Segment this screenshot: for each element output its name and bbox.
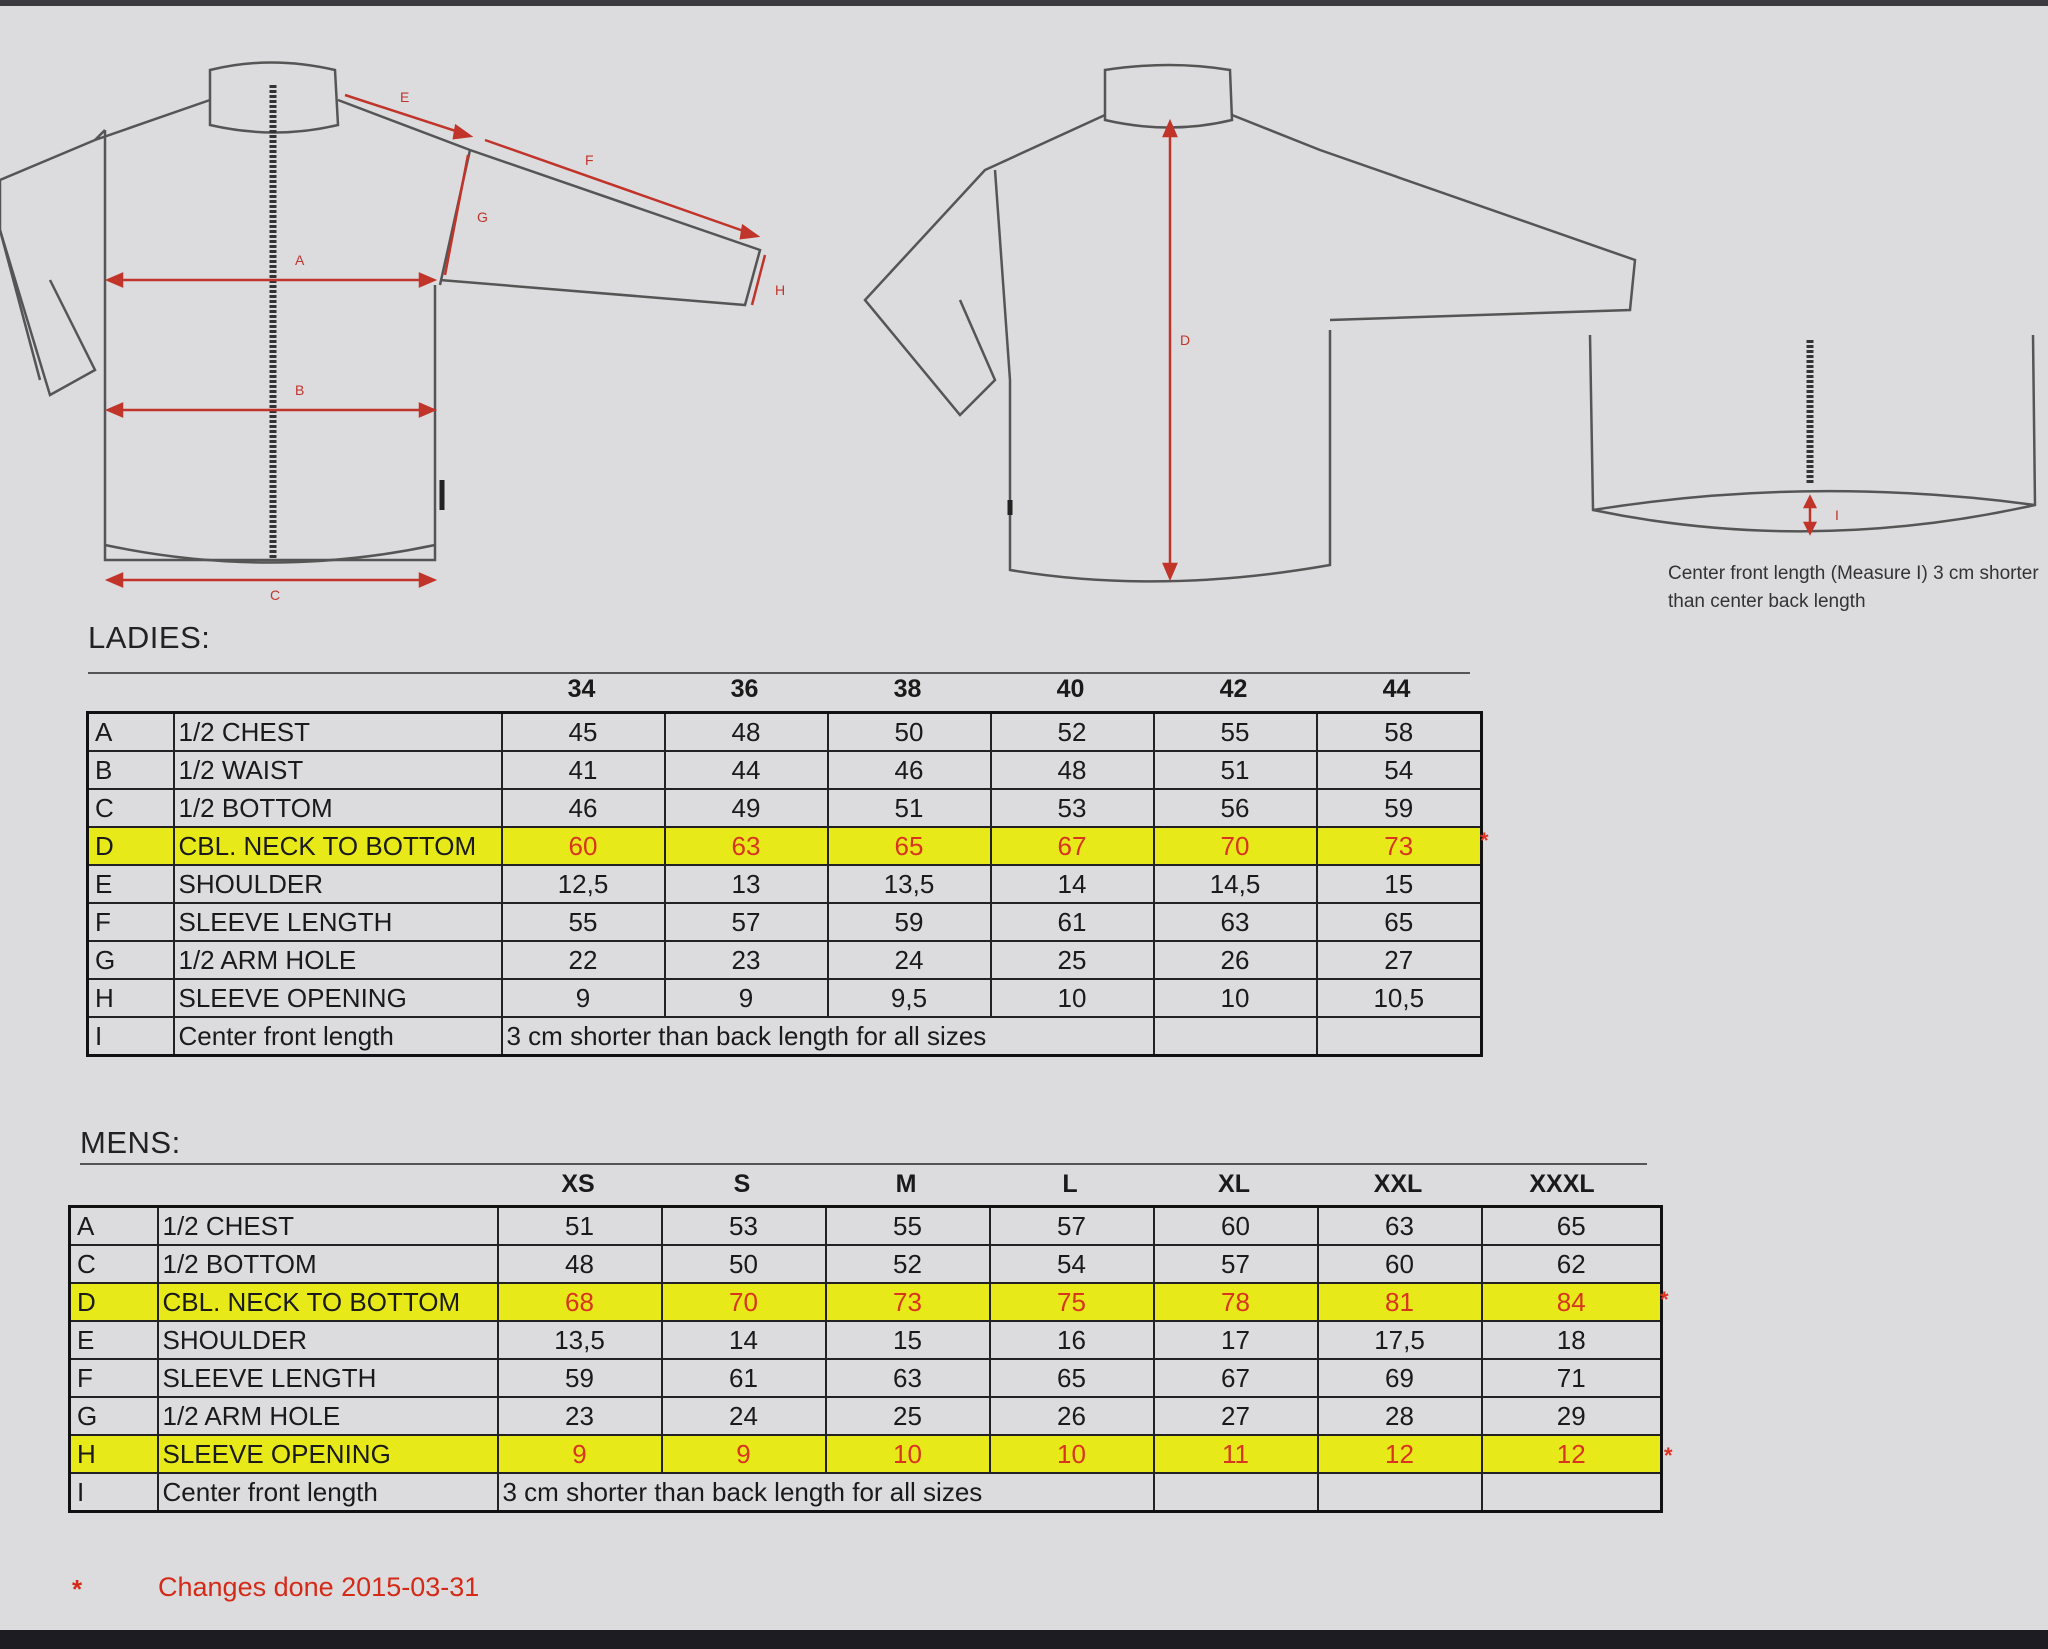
ladies-size-40: 40: [1056, 675, 1085, 703]
measure-label: CBL. NECK TO BOTTOM: [158, 1283, 498, 1321]
ladies-size-header: [500, 675, 1480, 709]
mens-size-s: S: [733, 1170, 751, 1198]
measure-value: 58: [1317, 713, 1482, 752]
letter-f: F: [585, 152, 594, 168]
table-row: [70, 1245, 1662, 1283]
letter-i: I: [1835, 507, 1839, 523]
measure-code: F: [70, 1359, 158, 1397]
measure-value: 17,5: [1318, 1321, 1482, 1359]
ladies-size-34: 34: [567, 675, 596, 703]
measure-value: 56: [1154, 789, 1317, 827]
ladies-title: LADIES:: [88, 620, 211, 655]
measure-label: 1/2 CHEST: [174, 713, 502, 752]
mens-rule: [80, 1163, 1647, 1165]
bottom-edge: [0, 1630, 2048, 1649]
mens-size-header: [496, 1170, 1656, 1204]
top-edge: [0, 0, 2048, 6]
measure-value: 10,5: [1317, 979, 1482, 1017]
table-row: [88, 865, 1482, 903]
measure-value: 63: [665, 827, 828, 865]
hem-detail-drawing: [1585, 335, 2045, 545]
measure-value: 10: [826, 1435, 990, 1473]
mens-change-marker-d: *: [1660, 1287, 1669, 1312]
ladies-size-36: 36: [730, 675, 759, 703]
measure-value: 84: [1482, 1283, 1662, 1321]
measure-value: 45: [502, 713, 665, 752]
ladies-change-marker: *: [1480, 828, 1489, 853]
measure-value: 57: [990, 1207, 1154, 1246]
measure-i-caption: Center front length (Measure I) 3 cm shorter than center back length: [1668, 563, 2039, 612]
measure-value: 48: [498, 1245, 662, 1283]
measure-value: 65: [990, 1359, 1154, 1397]
table-row: [70, 1473, 1662, 1512]
measure-value: 24: [662, 1397, 826, 1435]
table-row: [88, 789, 1482, 827]
mens-size-xl: XL: [1218, 1170, 1250, 1198]
measure-value: 23: [665, 941, 828, 979]
measure-value: 10: [1154, 979, 1317, 1017]
mens-size-m: M: [895, 1170, 917, 1198]
measure-value: 55: [826, 1207, 990, 1246]
measure-value: 61: [991, 903, 1154, 941]
measure-value: 51: [828, 789, 991, 827]
measure-value: 17: [1154, 1321, 1318, 1359]
letter-h: H: [775, 282, 786, 298]
table-row: [88, 941, 1482, 979]
letter-c: C: [270, 587, 281, 603]
measure-value: 60: [502, 827, 665, 865]
measure-code: E: [88, 865, 174, 903]
measure-value: 59: [498, 1359, 662, 1397]
measure-label: SLEEVE LENGTH: [174, 903, 502, 941]
measure-label: CBL. NECK TO BOTTOM: [174, 827, 502, 865]
measure-value: 25: [826, 1397, 990, 1435]
letter-d: D: [1180, 332, 1191, 348]
measure-code: A: [70, 1207, 158, 1246]
measure-value: 78: [1154, 1283, 1318, 1321]
footer-marker: *: [72, 1574, 83, 1604]
measure-code: C: [88, 789, 174, 827]
measure-value: 27: [1154, 1397, 1318, 1435]
measure-value: 48: [991, 751, 1154, 789]
measure-value: 54: [990, 1245, 1154, 1283]
mens-size-l: L: [1062, 1170, 1078, 1198]
measure-label: SHOULDER: [158, 1321, 498, 1359]
mens-size-xxl: XXL: [1373, 1170, 1423, 1198]
measure-value: 10: [990, 1435, 1154, 1473]
measure-label: SLEEVE OPENING: [158, 1435, 498, 1473]
measure-value: 13,5: [828, 865, 991, 903]
measure-label: 1/2 ARM HOLE: [158, 1397, 498, 1435]
measure-value: 12,5: [502, 865, 665, 903]
measure-value: 70: [1154, 827, 1317, 865]
measure-value: 13: [665, 865, 828, 903]
measure-value: 15: [1317, 865, 1482, 903]
measure-code: C: [70, 1245, 158, 1283]
letter-b: B: [295, 382, 305, 398]
measure-label: 1/2 BOTTOM: [174, 789, 502, 827]
measure-value: 29: [1482, 1397, 1662, 1435]
measure-value: 41: [502, 751, 665, 789]
measure-value: 60: [1318, 1245, 1482, 1283]
measure-value: 52: [826, 1245, 990, 1283]
mens-change-marker-h: *: [1664, 1443, 1673, 1468]
measure-label: Center front length: [158, 1473, 498, 1512]
measure-value: 63: [1318, 1207, 1482, 1246]
measure-value: 9: [502, 979, 665, 1017]
measure-label: 1/2 CHEST: [158, 1207, 498, 1246]
measure-value: 14: [662, 1321, 826, 1359]
measure-value: 65: [828, 827, 991, 865]
measure-value: 59: [1317, 789, 1482, 827]
table-row: [70, 1207, 1662, 1246]
measure-label: 1/2 ARM HOLE: [174, 941, 502, 979]
measure-label: SLEEVE OPENING: [174, 979, 502, 1017]
measure-value: 24: [828, 941, 991, 979]
ladies-size-table: [86, 711, 1483, 1057]
table-row: [70, 1283, 1662, 1321]
letter-g: G: [477, 209, 488, 225]
measure-value: 9,5: [828, 979, 991, 1017]
table-row: [70, 1435, 1662, 1473]
measure-value: 63: [826, 1359, 990, 1397]
letter-a: A: [295, 252, 305, 268]
measure-value: 51: [498, 1207, 662, 1246]
measure-value: 69: [1318, 1359, 1482, 1397]
measure-label: SLEEVE LENGTH: [158, 1359, 498, 1397]
measure-value: 75: [990, 1283, 1154, 1321]
measure-value: 67: [991, 827, 1154, 865]
measure-label: 1/2 BOTTOM: [158, 1245, 498, 1283]
ladies-rule: [88, 672, 1470, 674]
measure-value: 9: [498, 1435, 662, 1473]
measure-value: 60: [1154, 1207, 1318, 1246]
measure-value: 61: [662, 1359, 826, 1397]
measure-value: 15: [826, 1321, 990, 1359]
mens-title: MENS:: [80, 1125, 181, 1160]
measure-value: 52: [991, 713, 1154, 752]
measure-value: 51: [1154, 751, 1317, 789]
measure-value: 12: [1482, 1435, 1662, 1473]
measure-value: 44: [665, 751, 828, 789]
measure-value: 9: [662, 1435, 826, 1473]
measure-code: F: [88, 903, 174, 941]
measure-value: 48: [665, 713, 828, 752]
measure-value: 22: [502, 941, 665, 979]
mens-size-xxxl: XXXL: [1529, 1170, 1595, 1198]
table-row: [88, 1017, 1482, 1056]
measure-value: 16: [990, 1321, 1154, 1359]
measure-code: I: [70, 1473, 158, 1512]
measure-value: 81: [1318, 1283, 1482, 1321]
measure-code: H: [70, 1435, 158, 1473]
measure-value: 57: [1154, 1245, 1318, 1283]
measure-value: 9: [665, 979, 828, 1017]
measure-value: 18: [1482, 1321, 1662, 1359]
center-front-note: 3 cm shorter than back length for all sizes: [498, 1473, 1154, 1512]
measure-value: 49: [665, 789, 828, 827]
empty-cell: [1154, 1473, 1318, 1512]
measure-value: 11: [1154, 1435, 1318, 1473]
ladies-size-38: 38: [893, 675, 922, 703]
measure-code: I: [88, 1017, 174, 1056]
measure-code: D: [70, 1283, 158, 1321]
letter-e: E: [400, 89, 410, 105]
measure-value: 28: [1318, 1397, 1482, 1435]
table-row: [88, 713, 1482, 752]
center-front-note: 3 cm shorter than back length for all sizes: [502, 1017, 1154, 1056]
measure-value: 71: [1482, 1359, 1662, 1397]
measure-value: 57: [665, 903, 828, 941]
measure-value: 68: [498, 1283, 662, 1321]
measure-label: Center front length: [174, 1017, 502, 1056]
measure-value: 50: [662, 1245, 826, 1283]
measure-code: B: [88, 751, 174, 789]
table-row: [88, 751, 1482, 789]
measure-value: 55: [502, 903, 665, 941]
measure-value: 70: [662, 1283, 826, 1321]
jacket-back-drawing: [850, 60, 1650, 600]
measure-value: 23: [498, 1397, 662, 1435]
measure-value: 65: [1482, 1207, 1662, 1246]
measure-value: 25: [991, 941, 1154, 979]
empty-cell: [1482, 1473, 1662, 1512]
measure-value: 50: [828, 713, 991, 752]
measure-code: A: [88, 713, 174, 752]
measure-code: E: [70, 1321, 158, 1359]
table-row: [70, 1359, 1662, 1397]
measure-code: G: [70, 1397, 158, 1435]
measure-value: 26: [1154, 941, 1317, 979]
table-row: [70, 1397, 1662, 1435]
measure-value: 53: [991, 789, 1154, 827]
measure-value: 27: [1317, 941, 1482, 979]
measure-value: 46: [828, 751, 991, 789]
mens-size-xs: XS: [561, 1170, 595, 1198]
measure-value: 26: [990, 1397, 1154, 1435]
table-row: [88, 979, 1482, 1017]
changes-note: Changes done 2015-03-31: [158, 1572, 480, 1602]
table-row: [88, 903, 1482, 941]
table-row: [70, 1321, 1662, 1359]
measure-code: H: [88, 979, 174, 1017]
measure-value: 55: [1154, 713, 1317, 752]
ladies-size-42: 42: [1219, 675, 1248, 703]
empty-cell: [1318, 1473, 1482, 1512]
mens-size-table: [68, 1205, 1663, 1513]
measure-value: 65: [1317, 903, 1482, 941]
measure-value: 73: [826, 1283, 990, 1321]
measure-value: 53: [662, 1207, 826, 1246]
measure-value: 67: [1154, 1359, 1318, 1397]
measure-value: 14,5: [1154, 865, 1317, 903]
empty-cell: [1154, 1017, 1317, 1056]
table-row: [88, 827, 1482, 865]
measure-value: 73: [1317, 827, 1482, 865]
measure-label: SHOULDER: [174, 865, 502, 903]
measure-value: 12: [1318, 1435, 1482, 1473]
measure-value: 14: [991, 865, 1154, 903]
measure-value: 46: [502, 789, 665, 827]
measure-code: G: [88, 941, 174, 979]
measure-value: 54: [1317, 751, 1482, 789]
ladies-size-44: 44: [1382, 675, 1411, 703]
measure-code: D: [88, 827, 174, 865]
jacket-front-drawing: [0, 40, 800, 610]
measure-label: 1/2 WAIST: [174, 751, 502, 789]
empty-cell: [1317, 1017, 1482, 1056]
measure-value: 13,5: [498, 1321, 662, 1359]
measure-value: 63: [1154, 903, 1317, 941]
measure-value: 10: [991, 979, 1154, 1017]
measure-value: 59: [828, 903, 991, 941]
measure-value: 62: [1482, 1245, 1662, 1283]
